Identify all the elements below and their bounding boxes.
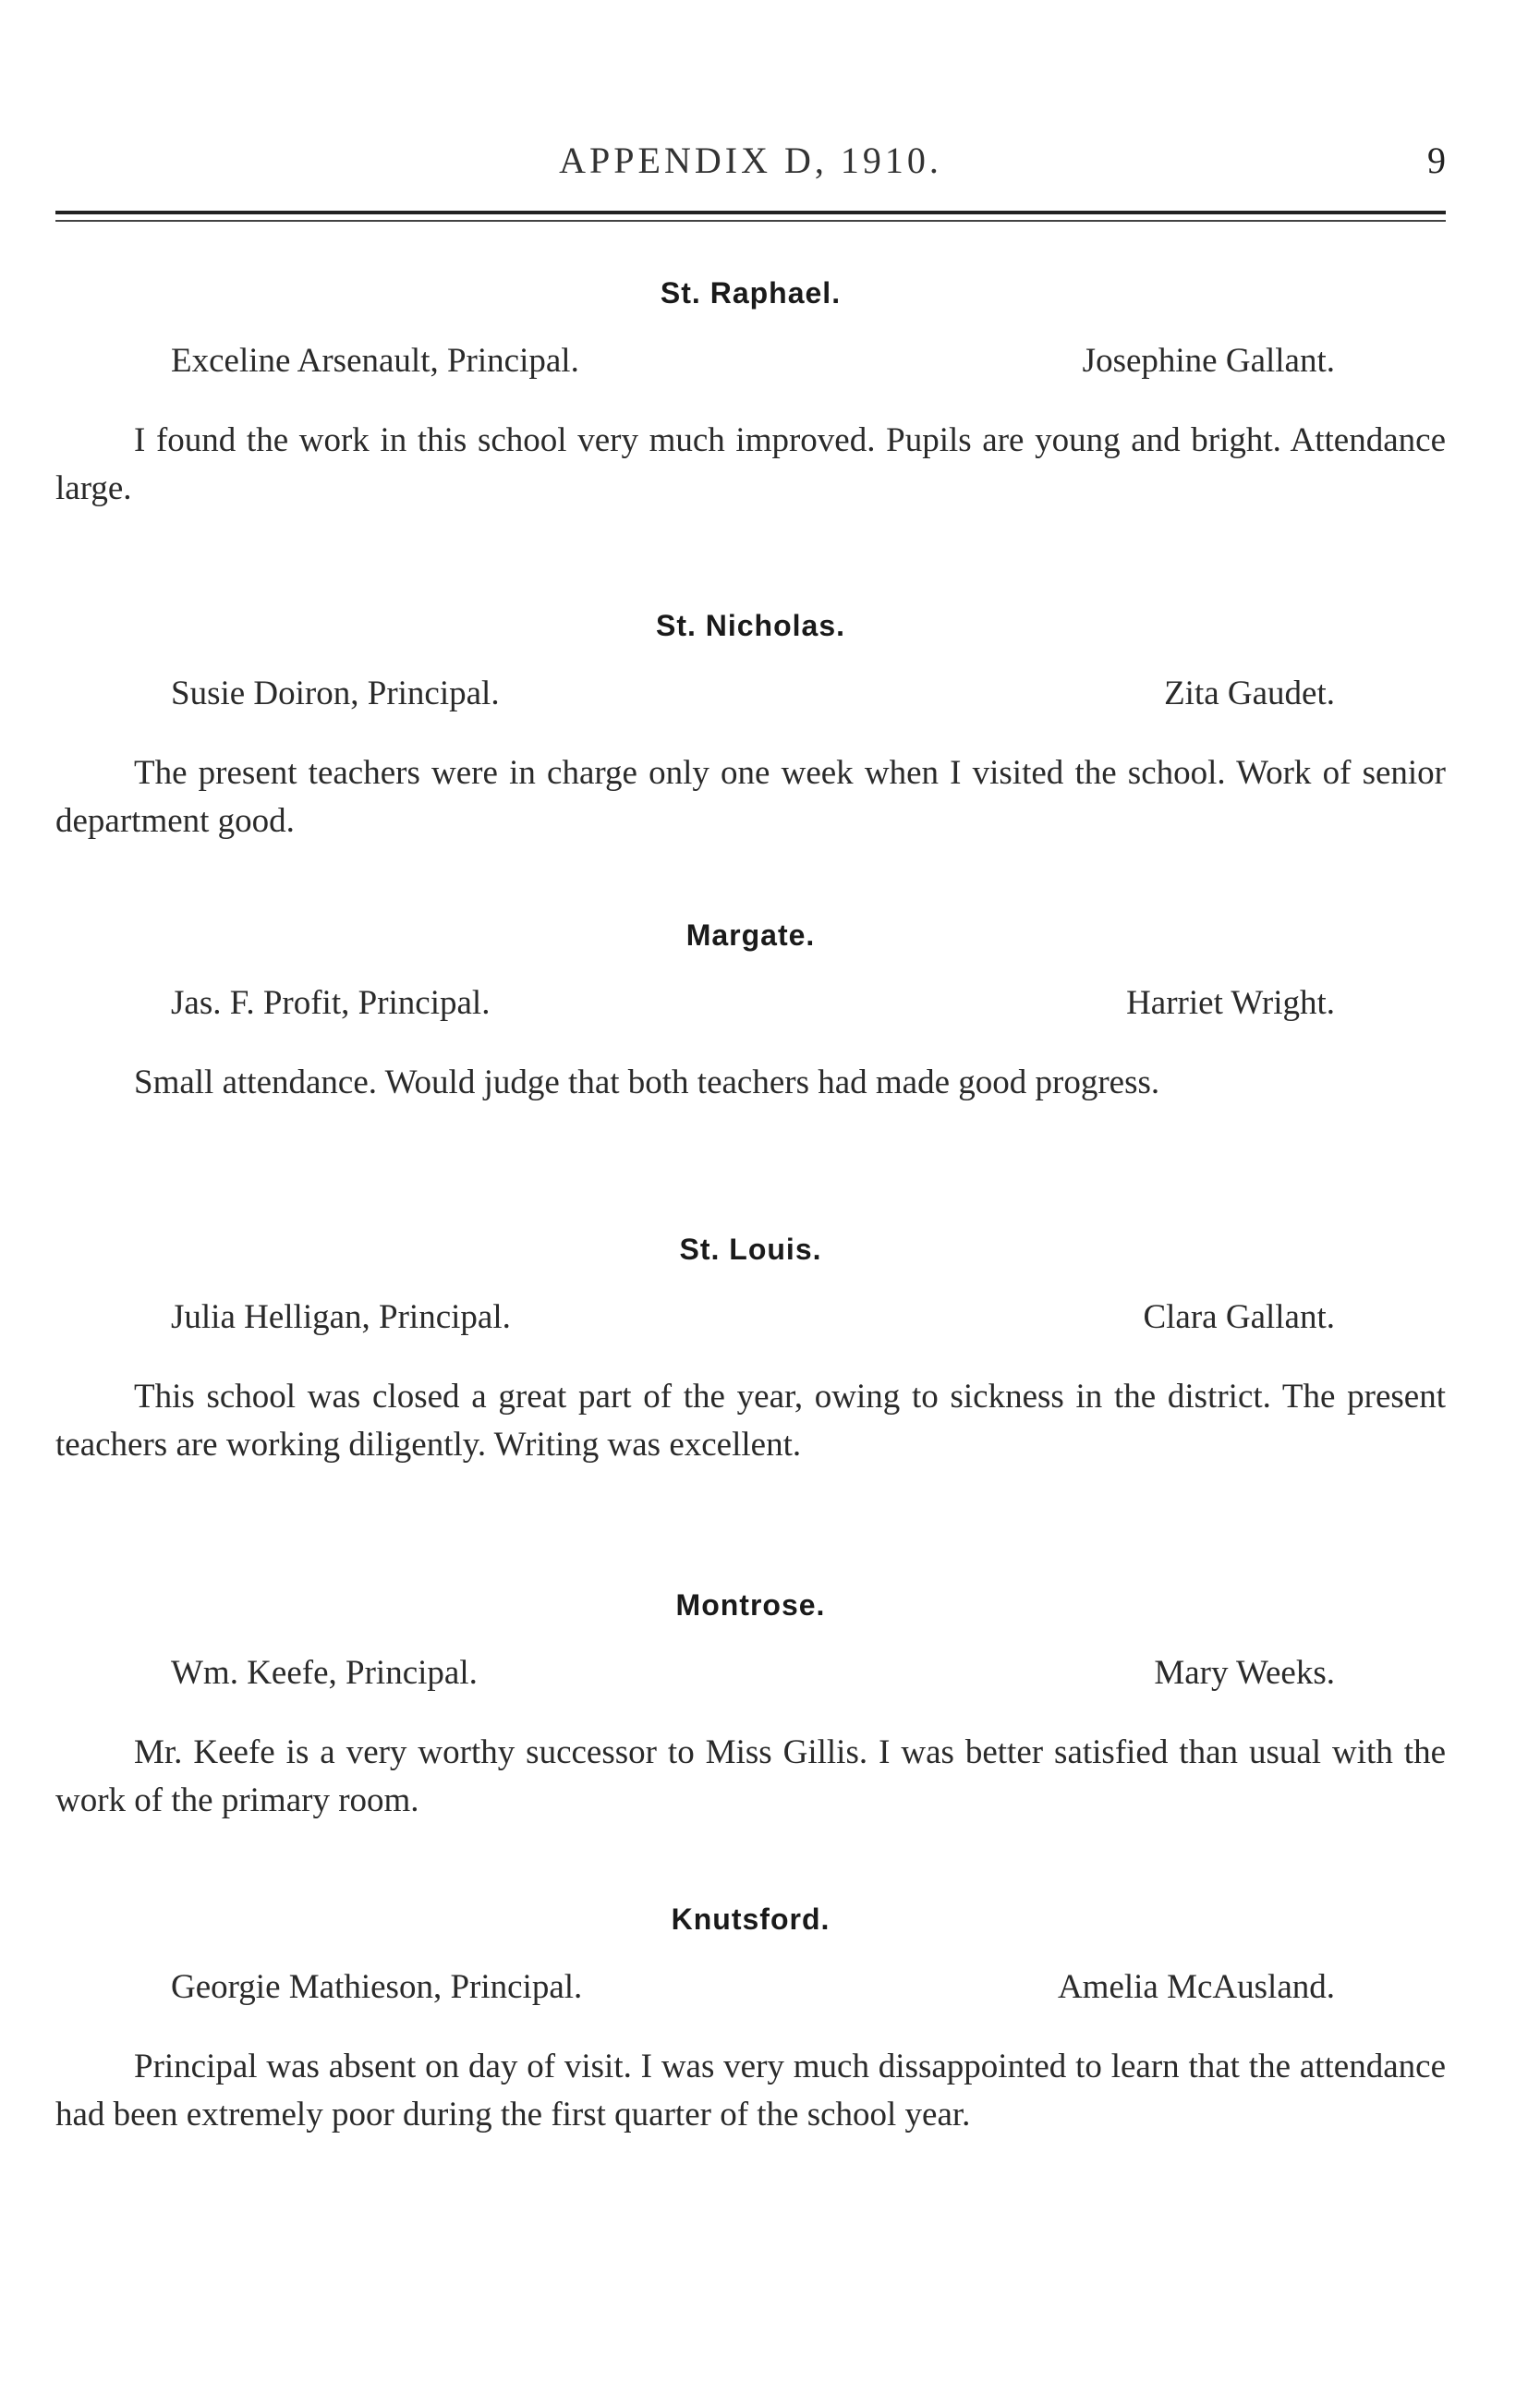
principal-name: Susie Doiron, Principal. xyxy=(171,675,500,712)
staff-row xyxy=(55,674,1446,723)
inspector-remarks: This school was closed a great part of the year, owing to sickness in the district. The present teachers are working diligently. Writing was excellent. xyxy=(55,1378,1446,1464)
school-section-knutsford xyxy=(55,1899,1446,2139)
inspector-remarks: Small attendance. Would judge that both teachers had made good progress. xyxy=(134,1064,1160,1101)
school-heading: St. Raphael. xyxy=(660,276,842,310)
inspector-remarks: Mr. Keefe is a very worthy successor to Miss Gillis. I was better satisfied than usual with the work of the primary room. xyxy=(55,1733,1446,1819)
assistant-name: Harriet Wright. xyxy=(1126,984,1335,1022)
assistant-name: Zita Gaudet. xyxy=(1164,675,1335,712)
staff-row xyxy=(55,983,1446,1033)
inspector-remarks: The present teachers were in charge only one week when I visited the school. Work of senior department good. xyxy=(55,754,1446,840)
assistant-name: Josephine Gallant. xyxy=(1082,342,1335,380)
school-section-st-nicholas xyxy=(55,605,1446,845)
school-section-st-raphael xyxy=(55,273,1446,513)
school-heading: St. Nicholas. xyxy=(655,609,846,642)
school-section-montrose xyxy=(55,1585,1446,1825)
running-title: APPENDIX D, 1910. xyxy=(559,140,942,181)
assistant-name: Amelia McAusland. xyxy=(1057,1968,1335,2006)
school-heading: St. Louis. xyxy=(679,1233,822,1266)
school-heading: Knutsford. xyxy=(671,1903,831,1936)
assistant-name: Clara Gallant. xyxy=(1143,1298,1335,1336)
staff-row xyxy=(55,1297,1446,1347)
assistant-name: Mary Weeks. xyxy=(1154,1654,1335,1692)
principal-name: Georgie Mathieson, Principal. xyxy=(171,1968,583,2006)
page-number: 9 xyxy=(1427,140,1446,181)
header-rule xyxy=(55,211,1446,222)
school-heading: Montrose. xyxy=(675,1588,826,1622)
principal-name: Exceline Arsenault, Principal. xyxy=(171,342,579,380)
school-heading: Margate. xyxy=(685,918,816,952)
principal-name: Julia Helligan, Principal. xyxy=(171,1298,511,1336)
running-head xyxy=(55,139,1446,194)
staff-row xyxy=(55,1653,1446,1703)
staff-row xyxy=(55,1967,1446,2017)
inspector-remarks: Principal was absent on day of visit. I was very much dissappointed to learn that the attendance had been extremely poor during the first quarter of the school year. xyxy=(55,2048,1446,2133)
principal-name: Wm. Keefe, Principal. xyxy=(171,1654,478,1692)
staff-row xyxy=(55,341,1446,391)
principal-name: Jas. F. Profit, Principal. xyxy=(171,984,491,1022)
school-section-margate xyxy=(55,915,1446,1107)
school-section-st-louis xyxy=(55,1229,1446,1469)
inspector-remarks: I found the work in this school very much improved. Pupils are young and bright. Attendance large. xyxy=(55,421,1446,507)
